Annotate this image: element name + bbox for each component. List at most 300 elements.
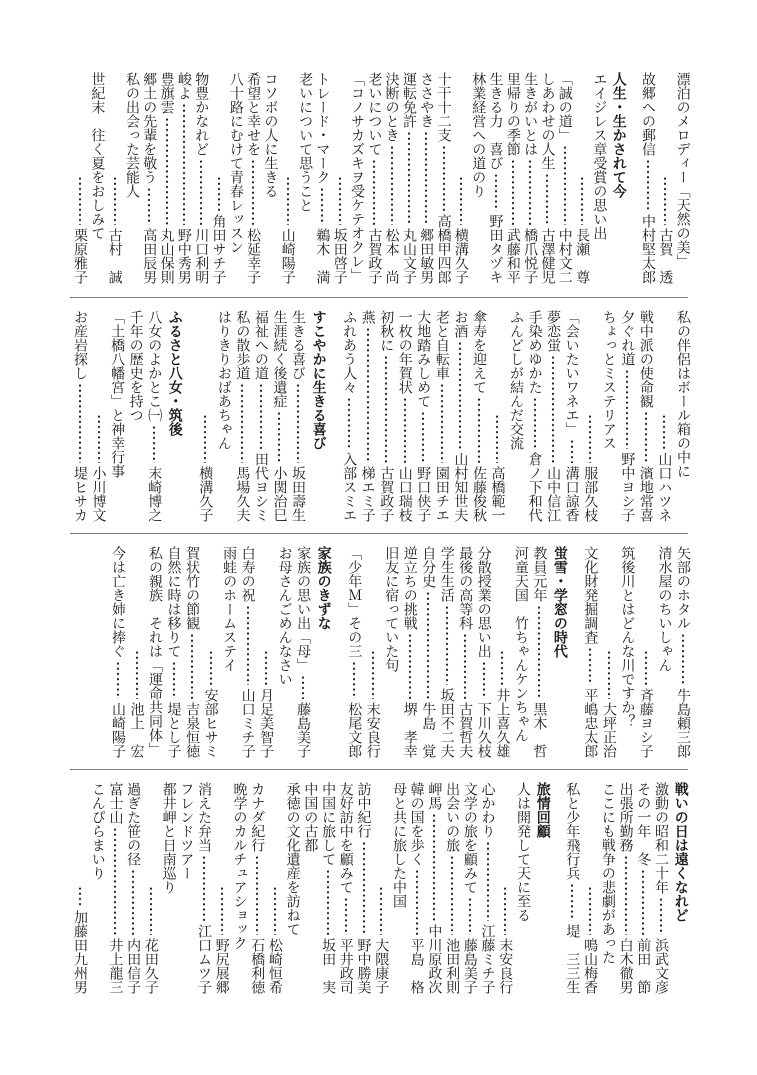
entry-title: 「会いたいワネエ」 (563, 310, 580, 436)
entry-title: お母さんごめんなさい (276, 546, 293, 686)
leader-dots (635, 869, 651, 935)
toc-entry-line (635, 782, 651, 994)
leader-dots (505, 159, 521, 225)
toc-entry-line (72, 310, 88, 522)
leader-dots (582, 647, 598, 685)
toc-entry-line (497, 782, 513, 994)
entry-author: 中村堅太郎 (640, 214, 656, 284)
leader-dots (143, 886, 159, 935)
leader-dots (240, 605, 256, 685)
entry-author: 中川原政次 (426, 924, 443, 994)
entry-author: 溝口諒香 (563, 466, 580, 522)
entry-title: 夢恋蛍 (545, 310, 562, 352)
entry-title: 八十路にむけて青春レッスン (227, 72, 244, 254)
leader-dots (267, 886, 283, 935)
entry-title: 老と自転車 (433, 310, 450, 380)
toc-entry-line (107, 782, 123, 994)
section-divider (70, 297, 688, 298)
entry-author: 池上 宏 (128, 702, 145, 758)
section-heading: 旅情回顧 (534, 782, 551, 838)
entry-title: 十干十二支 (435, 72, 452, 142)
entry-author: 江口ムツ子 (196, 924, 213, 994)
entry-author: 内田信子 (125, 938, 142, 994)
entry-title: 矢部のホタル (674, 546, 691, 630)
leader-dots (420, 591, 436, 699)
toc-entry-line (397, 310, 413, 522)
toc-entry-line (557, 72, 573, 284)
leader-dots (320, 869, 336, 935)
entry-author: 橋爪悦子 (522, 228, 539, 284)
leader-dots (462, 897, 478, 935)
entry-title: 私の親族 それは「運命共同体」 (147, 546, 164, 756)
leader-dots (582, 414, 598, 463)
leader-dots (527, 397, 543, 449)
leader-dots (107, 827, 123, 935)
entry-title: 決断のとき (383, 72, 400, 142)
entry-author: 藤島美子 (295, 702, 312, 758)
entry-title: ささやき (418, 72, 435, 128)
toc-entry-line (72, 782, 88, 994)
toc-entry-line (582, 782, 598, 994)
entry-author: 平嶋忠太郎 (582, 688, 599, 758)
toc-entry-line (434, 310, 450, 522)
leader-dots (418, 131, 434, 225)
toc-entry-line (166, 546, 182, 758)
toc-entry-line (426, 782, 442, 994)
toc-entry-line (258, 546, 274, 758)
toc-entry-line (462, 782, 478, 994)
toc-entry-line (601, 310, 617, 522)
toc-entry-line (453, 72, 469, 284)
toc-entry-line (488, 72, 504, 284)
toc-entry-line (196, 782, 212, 994)
entry-title: 友好訪中を顧みて (337, 782, 354, 894)
entry-title: 私と少年飛行兵 (564, 782, 581, 880)
toc-entry-line (234, 310, 250, 522)
entry-title: 世紀末 往く夏をおしみて (89, 72, 106, 240)
entry-title: 郷土の先輩を敬う (141, 72, 158, 184)
toc-entry-line (203, 546, 219, 758)
toc-entry-line (277, 546, 293, 758)
entry-title: エイジレス章受賞の思い出 (591, 72, 608, 240)
entry-author: 石橋利徳 (249, 938, 266, 994)
entry-author: 小川博文 (90, 466, 107, 522)
entry-title: 雨蛙のホームステイ (221, 546, 238, 672)
toc-entry-line (161, 782, 177, 994)
leader-dots (618, 855, 634, 935)
entry-author: 濱地常喜 (637, 466, 654, 522)
entry-title: 自然に時は移りて (165, 546, 182, 658)
leader-dots (338, 897, 354, 935)
leader-dots (91, 414, 107, 463)
entry-author: 白木徹男 (617, 938, 634, 994)
entry-author: 松尾文郎 (346, 702, 363, 758)
entry-author: 高橋甲四郎 (435, 214, 452, 284)
leader-dots (245, 159, 261, 225)
toc-entry-line (619, 310, 635, 522)
entry-title: その一年 冬 (635, 782, 652, 866)
entry-title: 一枚の年賀状 (396, 310, 413, 394)
entry-author: 坂田不二夫 (438, 688, 455, 758)
toc-entry-line (452, 310, 468, 522)
entry-title: 筑後川とはどんな川ですか？ (619, 546, 636, 728)
entry-title: 母と共に旅した中国 (390, 782, 407, 908)
toc-entry-line (297, 72, 313, 284)
leader-dots (72, 176, 88, 225)
leader-dots (638, 411, 654, 463)
leader-dots (166, 661, 182, 699)
toc-entry-line (522, 72, 538, 284)
section-heading: すこやかに生きる喜び (310, 310, 327, 450)
toc-entry-line (214, 782, 230, 994)
toc-entry-line (436, 72, 452, 284)
leader-dots (656, 414, 672, 449)
toc-entry-line (531, 546, 547, 758)
toc-entry-line (107, 72, 123, 284)
entry-author: 堤とし子 (165, 702, 182, 758)
entry-title: 生きがいとは (522, 72, 539, 156)
entry-author: 山口瑞枝 (396, 466, 413, 522)
entry-author: 野口侠子 (415, 466, 432, 522)
entry-author: 池田利則 (444, 938, 461, 994)
toc-entry-line (176, 72, 192, 284)
toc-entry-line (675, 546, 691, 758)
entry-author: 山口ミチ子 (239, 688, 256, 758)
leader-dots (457, 633, 473, 699)
toc-entry-line (545, 310, 561, 522)
entry-author: 坂田啓子 (331, 228, 348, 284)
toc-entry-line (314, 72, 330, 284)
entry-title: 文学の旅を顧みて (461, 782, 478, 894)
entry-author: 堤 三三生 (564, 924, 581, 994)
leader-dots (480, 841, 496, 921)
toc-entry-line (193, 72, 209, 284)
leader-dots (356, 841, 372, 935)
leader-dots (184, 633, 200, 699)
leader-dots (601, 650, 617, 699)
toc-entry-line (515, 782, 531, 994)
entry-author: 鵜木 満 (314, 228, 331, 284)
entry-title: こんぴらまいり (89, 782, 106, 880)
section-heading: 蛍雪・学窓の時代 (551, 546, 568, 658)
entry-title: 訪中紀行 (355, 782, 372, 838)
toc-entry-line (656, 546, 672, 758)
entry-author: 斉藤ヨシ子 (637, 688, 654, 758)
toc-entry-line (110, 546, 126, 758)
toc-entry-line (402, 546, 418, 758)
entry-author: 藤島美子 (461, 938, 478, 994)
entry-title: 林業経営への道のり (470, 72, 487, 198)
entry-author: 野中ヨシ子 (619, 452, 636, 522)
leader-dots (249, 855, 265, 935)
entry-title: 白寿の祝 (239, 546, 256, 602)
entry-title: 都井岬と日南巡り (160, 782, 177, 894)
entry-author: 古賀 透 (657, 228, 674, 284)
leader-dots (125, 869, 141, 935)
leader-dots (314, 187, 330, 225)
entry-author: 服部久枝 (582, 466, 599, 522)
toc-entry-line (341, 310, 357, 522)
toc-entry-line (384, 72, 400, 284)
entry-author: 野中勝美 (355, 938, 372, 994)
entry-author: 武藤和平 (504, 228, 521, 284)
toc-entry-line (527, 310, 543, 522)
toc-entry-line (184, 546, 200, 758)
entry-title: 韓の国を歩く (408, 782, 425, 866)
section-heading: 家族のきずな (315, 546, 332, 630)
section-heading: 戦いの日は遠くなれど (672, 782, 689, 922)
leader-dots (253, 383, 269, 449)
toc-entry-line (129, 546, 145, 758)
leader-dots (271, 411, 287, 463)
leader-dots (211, 176, 227, 211)
entry-title: しあわせの人生 (539, 72, 556, 170)
toc-entry-line (159, 72, 175, 284)
entry-title: 燕 (359, 310, 376, 324)
entry-author: 山崎陽子 (279, 228, 296, 284)
entry-author: 倉ノ下和代 (526, 452, 543, 522)
leader-dots (197, 414, 213, 463)
entry-title: 私の伴侶はボール箱の中に (674, 310, 691, 478)
entry-author: 花田久子 (142, 938, 159, 994)
entry-author: 高田辰男 (141, 228, 158, 284)
entry-title: 老いについて (366, 72, 383, 156)
entry-author: 月足美智子 (258, 688, 275, 758)
leader-dots (582, 886, 598, 935)
toc-entry-line (480, 782, 496, 994)
entry-title: 故郷への郵信 (640, 72, 656, 156)
entry-author: 田代ヨシミ (252, 452, 269, 522)
entry-author: 馬場久夫 (234, 466, 251, 522)
entry-title: フレンドツアー (178, 782, 195, 880)
leader-dots (402, 633, 418, 699)
leader-dots (564, 883, 580, 921)
toc-entry-line (128, 310, 144, 522)
leader-dots (409, 869, 425, 935)
entry-author: 堺 孝幸 (401, 702, 418, 758)
entry-title: 私の出会った芸能人 (123, 72, 140, 198)
entry-author: 末安良行 (364, 702, 381, 758)
entry-title: 大地踏みしめて (415, 310, 432, 408)
toc-entry-line (470, 72, 486, 284)
leader-dots (141, 187, 157, 225)
leader-dots (574, 176, 590, 225)
toc-entry-line (146, 310, 162, 522)
toc-entry-line (109, 310, 125, 522)
entry-title: 生きる力 喜び (487, 72, 504, 170)
entry-author: 丸山保則 (158, 228, 175, 284)
entry-title: 生きる喜び (290, 310, 307, 380)
leader-dots (384, 145, 400, 225)
entry-author: 末崎博之 (146, 466, 163, 522)
entry-author: 牛島 覚 (420, 702, 437, 758)
toc-entry-line (253, 310, 269, 522)
entry-author: 山崎陽子 (110, 702, 126, 758)
entry-title: 老いについて思うこと (297, 72, 314, 212)
leader-dots (439, 605, 455, 685)
leader-dots (653, 897, 669, 935)
toc-entry-line (675, 72, 691, 284)
leader-dots (401, 131, 417, 225)
toc-entry-line (267, 782, 283, 994)
entry-author: 古村 誠 (106, 228, 123, 284)
leader-dots (564, 439, 580, 463)
leader-dots (444, 855, 460, 935)
toc-entry-line (564, 782, 580, 994)
toc-entry-line (378, 310, 394, 522)
entry-title: 承徳の文化遺産を訪ねて (284, 782, 301, 936)
entry-title: 旧友に宿っていた句 (383, 546, 400, 672)
entry-author: 丸山文子 (400, 228, 417, 284)
leader-dots (675, 633, 691, 685)
leader-dots (234, 383, 250, 463)
leader-dots (214, 886, 230, 935)
toc-entry-line (349, 72, 365, 284)
entry-author: 下川久枝 (475, 702, 492, 758)
toc-entry-line (409, 782, 425, 994)
toc-entry-line (539, 72, 555, 284)
entry-author: 堤ヒサカ (72, 466, 88, 522)
entry-author: 坂田 実 (320, 938, 337, 994)
toc-entry-line (638, 546, 654, 758)
leader-dots (489, 414, 505, 463)
toc-entry-line (675, 310, 691, 522)
leader-dots (452, 341, 468, 449)
entry-author: 山中信江 (545, 466, 562, 522)
leader-dots (146, 425, 162, 463)
leader-dots (640, 159, 656, 211)
leader-dots (657, 176, 673, 225)
entry-author: 栗原雅子 (72, 228, 88, 284)
leader-dots (415, 411, 431, 463)
entry-title: 「誠の道」 (556, 72, 573, 142)
entry-author: 古澤健児 (539, 228, 556, 284)
entry-title: 里帰りの季節 (504, 72, 521, 156)
toc-entry-line (290, 310, 306, 522)
leader-dots (72, 383, 88, 463)
toc-entry-line (508, 310, 524, 522)
entry-author: 大隈康子 (373, 938, 390, 994)
entry-title: トレード・マーク (314, 72, 331, 184)
entry-title: 学生生活 (438, 546, 455, 602)
entry-title: 夕ぐれ道 (619, 310, 636, 366)
toc-entry-line (366, 72, 382, 284)
entry-author: 井上喜久雄 (494, 688, 511, 758)
section-divider (70, 769, 688, 770)
entry-author: 横溝久子 (197, 466, 214, 522)
leader-dots (453, 176, 469, 225)
entry-title: 賀状竹の節観 (184, 546, 201, 630)
entry-author: 山口ハツネ (656, 452, 673, 522)
leader-dots (203, 650, 219, 685)
entry-title: 千年の歴史を持つ (127, 310, 144, 422)
toc-entry-line (582, 310, 598, 522)
entry-title: 初秋に (378, 310, 395, 352)
entry-author: 吉泉恒徳 (184, 702, 201, 758)
entry-author: 黒木 哲 (531, 702, 548, 758)
toc-entry-line (638, 310, 654, 522)
leader-dots (295, 675, 311, 699)
leader-dots (280, 176, 296, 225)
toc-band (72, 782, 689, 994)
leader-dots (176, 103, 192, 225)
entry-title: 最後の高等科 (457, 546, 474, 630)
toc-entry-line (245, 72, 261, 284)
toc-entry-line (401, 72, 417, 284)
toc-entry-line (72, 72, 88, 284)
entry-author: 山村知世夫 (452, 452, 469, 522)
toc-entry-line (574, 72, 590, 284)
entry-title: 分散授業の思い出 (475, 546, 492, 658)
leader-dots (434, 383, 450, 463)
leader-dots (522, 159, 538, 225)
entry-title: 教員元年 (531, 546, 548, 602)
toc-entry-line (280, 72, 296, 284)
entry-title: 逆立ちの挑戦 (401, 546, 418, 630)
entry-author: 入部スミエ (341, 452, 358, 522)
entry-author: 江藤ミチ子 (479, 924, 496, 994)
toc-entry-line (489, 310, 505, 522)
toc-entry-line (295, 546, 311, 758)
entry-title: 過ぎた笹の径 (125, 782, 142, 866)
leader-dots (378, 355, 394, 463)
entry-title: 傘寿を迎えて (470, 310, 487, 394)
entry-author: 大坪正治 (600, 702, 617, 758)
leader-dots (290, 383, 306, 463)
entry-author: 長瀬 尊 (574, 228, 591, 284)
toc-entry-line (143, 782, 159, 994)
toc-entry-line (513, 546, 529, 758)
entry-author: 高橋範一 (489, 466, 506, 522)
toc-entry-line (262, 72, 278, 284)
entry-title: 「コノサカズキヲ受ケテオクレ」 (349, 72, 365, 282)
leader-dots (397, 397, 413, 463)
entry-title: ここにも戦争の悲劇があった (599, 782, 616, 964)
toc-entry-line (640, 72, 656, 284)
entry-title: 家族の思い出「母」 (295, 546, 312, 672)
entry-author: 中村文二 (556, 228, 573, 284)
entry-title: 中国の古都 (302, 782, 319, 852)
toc-entry-line (420, 546, 436, 758)
entry-author: 野中秀男 (175, 228, 192, 284)
entry-author: 角田サチ子 (210, 214, 227, 284)
entry-author: 古賀政子 (366, 228, 383, 284)
leader-dots (545, 355, 561, 463)
toc-entry-line (216, 310, 232, 522)
toc-entry-line (471, 310, 487, 522)
toc-entry-line (338, 782, 354, 994)
entry-author: 野田タヅキ (487, 214, 504, 284)
toc-entry-line (141, 72, 157, 284)
entry-title: 八女のよかとこ㈠ (146, 310, 163, 422)
entry-author: 佐藤俊秋 (470, 466, 487, 522)
section-heading: ふるさと八女・筑後 (166, 310, 183, 436)
entry-title: 生涯続く後遺症 (271, 310, 288, 408)
entry-author: 坂田壽生 (290, 466, 307, 522)
toc-entry-line (197, 310, 213, 522)
toc-entry-line (302, 782, 318, 994)
toc-entry-line (439, 546, 455, 758)
leader-dots (159, 117, 175, 225)
entry-author: 鳴山梅香 (582, 938, 599, 994)
entry-title: 人は開発して天に至る (514, 782, 531, 922)
section-heading: 人生・生かされて今 (610, 72, 627, 198)
entry-title: 運転免許 (400, 72, 417, 128)
entry-author: 浜武文彦 (653, 938, 669, 994)
leader-dots (332, 176, 348, 225)
toc-entry-line (178, 782, 194, 994)
entry-title: 岬馬 (426, 782, 443, 810)
